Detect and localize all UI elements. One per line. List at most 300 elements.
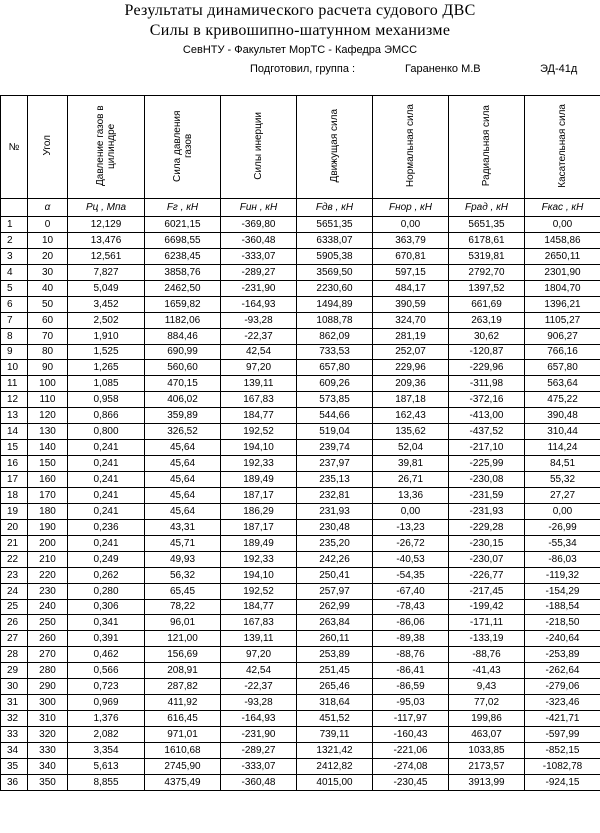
cell-radial-force: -217,10 [449, 440, 525, 456]
cell-driving-force: 232,81 [297, 487, 373, 503]
cell-inertia-force: -93,28 [221, 312, 297, 328]
cell-inertia-force: 194,10 [221, 440, 297, 456]
cell-gas-force: 208,91 [145, 663, 221, 679]
cell-radial-force: 5319,81 [449, 248, 525, 264]
table-row [1, 328, 600, 344]
cell-pressure: 0,241 [68, 440, 145, 456]
cell-gas-force: 406,02 [145, 392, 221, 408]
cell-angle: 190 [28, 519, 68, 535]
cell-row-number: 4 [1, 264, 28, 280]
table-row [1, 742, 600, 758]
cell-angle: 50 [28, 296, 68, 312]
cell-pressure: 8,855 [68, 774, 145, 790]
cell-radial-force: 6178,61 [449, 232, 525, 248]
cell-row-number: 11 [1, 376, 28, 392]
table-row [1, 774, 600, 790]
cell-pressure: 1,525 [68, 344, 145, 360]
cell-pressure: 5,613 [68, 758, 145, 774]
cell-driving-force: 2230,60 [297, 280, 373, 296]
page-title: Результаты динамического расчета судового ДВС [124, 2, 476, 19]
cell-normal-force: 26,71 [373, 472, 449, 488]
cell-inertia-force: 184,77 [221, 599, 297, 615]
cell-pressure: 13,476 [68, 232, 145, 248]
cell-inertia-force: -289,27 [221, 264, 297, 280]
cell-normal-force: 52,04 [373, 440, 449, 456]
cell-tangential-force: -323,46 [525, 695, 600, 711]
cell-driving-force: 235,20 [297, 535, 373, 551]
cell-row-number: 26 [1, 615, 28, 631]
cell-tangential-force: -279,06 [525, 679, 600, 695]
cell-gas-force: 326,52 [145, 424, 221, 440]
cell-row-number: 28 [1, 647, 28, 663]
cell-normal-force: -95,03 [373, 695, 449, 711]
cell-row-number: 16 [1, 456, 28, 472]
cell-gas-force: 287,82 [145, 679, 221, 695]
cell-normal-force: -86,59 [373, 679, 449, 695]
col-header-radial-force: Радиальная сила [449, 96, 525, 199]
cell-angle: 80 [28, 344, 68, 360]
col-header-number: № [1, 96, 28, 199]
cell-radial-force: -120,87 [449, 344, 525, 360]
cell-inertia-force: 187,17 [221, 487, 297, 503]
cell-pressure: 0,306 [68, 599, 145, 615]
cell-tangential-force: -597,99 [525, 727, 600, 743]
cell-driving-force: 2412,82 [297, 758, 373, 774]
cell-row-number: 18 [1, 487, 28, 503]
cell-normal-force: 39,81 [373, 456, 449, 472]
cell-gas-force: 56,32 [145, 567, 221, 583]
cell-inertia-force: 42,54 [221, 663, 297, 679]
cell-radial-force: 1397,52 [449, 280, 525, 296]
cell-tangential-force: 475,22 [525, 392, 600, 408]
cell-gas-force: 3858,76 [145, 264, 221, 280]
cell-pressure: 0,341 [68, 615, 145, 631]
table-row [1, 312, 600, 328]
cell-row-number: 27 [1, 631, 28, 647]
cell-angle: 100 [28, 376, 68, 392]
cell-angle: 110 [28, 392, 68, 408]
table-row [1, 631, 600, 647]
table-row [1, 551, 600, 567]
cell-tangential-force: -154,29 [525, 583, 600, 599]
cell-pressure: 0,391 [68, 631, 145, 647]
cell-pressure: 5,049 [68, 280, 145, 296]
cell-inertia-force: 186,29 [221, 503, 297, 519]
cell-driving-force: 6338,07 [297, 232, 373, 248]
cell-inertia-force: 192,52 [221, 424, 297, 440]
cell-pressure: 3,452 [68, 296, 145, 312]
cell-row-number: 22 [1, 551, 28, 567]
cell-normal-force: -86,41 [373, 663, 449, 679]
cell-gas-force: 359,89 [145, 408, 221, 424]
cell-inertia-force: -333,07 [221, 758, 297, 774]
unit-radial-force: Fрад , кН [449, 199, 525, 217]
unit-inertia: Fин , кН [221, 199, 297, 217]
cell-gas-force: 45,64 [145, 472, 221, 488]
cell-radial-force: -311,98 [449, 376, 525, 392]
cell-angle: 150 [28, 456, 68, 472]
cell-pressure: 0,249 [68, 551, 145, 567]
cell-radial-force: 199,86 [449, 711, 525, 727]
cell-tangential-force: 1458,86 [525, 232, 600, 248]
table-row [1, 424, 600, 440]
cell-inertia-force: 97,20 [221, 647, 297, 663]
col-header-pressure: Давление газов в цилиндре [68, 96, 145, 199]
table-row [1, 472, 600, 488]
cell-inertia-force: -289,27 [221, 742, 297, 758]
cell-radial-force: -230,07 [449, 551, 525, 567]
cell-driving-force: 251,45 [297, 663, 373, 679]
cell-driving-force: 1494,89 [297, 296, 373, 312]
cell-normal-force: -86,06 [373, 615, 449, 631]
cell-row-number: 8 [1, 328, 28, 344]
cell-radial-force: -229,96 [449, 360, 525, 376]
cell-gas-force: 1182,06 [145, 312, 221, 328]
cell-row-number: 9 [1, 344, 28, 360]
cell-row-number: 2 [1, 232, 28, 248]
cell-gas-force: 45,71 [145, 535, 221, 551]
table-row [1, 456, 600, 472]
cell-normal-force: 597,15 [373, 264, 449, 280]
page-subtitle: Силы в кривошипно-шатунном механизме [149, 22, 451, 39]
cell-pressure: 0,241 [68, 487, 145, 503]
cell-inertia-force: -369,80 [221, 217, 297, 233]
cell-tangential-force: -188,54 [525, 599, 600, 615]
cell-gas-force: 121,00 [145, 631, 221, 647]
cell-row-number: 35 [1, 758, 28, 774]
table-row [1, 217, 600, 233]
cell-angle: 120 [28, 408, 68, 424]
cell-tangential-force: -924,15 [525, 774, 600, 790]
cell-tangential-force: -421,71 [525, 711, 600, 727]
group-code: ЭД-41д [540, 63, 578, 75]
cell-tangential-force: -240,64 [525, 631, 600, 647]
cell-radial-force: -41,43 [449, 663, 525, 679]
cell-tangential-force: -852,15 [525, 742, 600, 758]
cell-row-number: 14 [1, 424, 28, 440]
table-row [1, 535, 600, 551]
cell-angle: 330 [28, 742, 68, 758]
cell-radial-force: -231,59 [449, 487, 525, 503]
units-row [1, 199, 600, 217]
cell-pressure: 0,958 [68, 392, 145, 408]
cell-radial-force: 9,43 [449, 679, 525, 695]
cell-driving-force: 262,99 [297, 599, 373, 615]
cell-driving-force: 573,85 [297, 392, 373, 408]
cell-inertia-force: -22,37 [221, 679, 297, 695]
cell-radial-force: -413,00 [449, 408, 525, 424]
table-row [1, 408, 600, 424]
cell-radial-force: -199,42 [449, 599, 525, 615]
cell-angle: 310 [28, 711, 68, 727]
cell-row-number: 31 [1, 695, 28, 711]
cell-angle: 90 [28, 360, 68, 376]
cell-row-number: 5 [1, 280, 28, 296]
cell-gas-force: 6021,15 [145, 217, 221, 233]
cell-radial-force: -231,93 [449, 503, 525, 519]
cell-gas-force: 156,69 [145, 647, 221, 663]
cell-angle: 140 [28, 440, 68, 456]
cell-driving-force: 609,26 [297, 376, 373, 392]
cell-pressure: 0,462 [68, 647, 145, 663]
prepared-label: Подготовил, группа : [250, 63, 356, 75]
table-row [1, 487, 600, 503]
cell-radial-force: 1033,85 [449, 742, 525, 758]
cell-pressure: 0,241 [68, 456, 145, 472]
cell-normal-force: -230,45 [373, 774, 449, 790]
cell-normal-force: 135,62 [373, 424, 449, 440]
cell-inertia-force: 189,49 [221, 472, 297, 488]
cell-tangential-force: -119,32 [525, 567, 600, 583]
cell-gas-force: 560,60 [145, 360, 221, 376]
cell-gas-force: 470,15 [145, 376, 221, 392]
cell-row-number: 24 [1, 583, 28, 599]
cell-tangential-force: 310,44 [525, 424, 600, 440]
cell-row-number: 25 [1, 599, 28, 615]
cell-normal-force: 0,00 [373, 217, 449, 233]
cell-gas-force: 6238,45 [145, 248, 221, 264]
cell-inertia-force: 192,52 [221, 583, 297, 599]
cell-angle: 130 [28, 424, 68, 440]
cell-pressure: 1,265 [68, 360, 145, 376]
cell-radial-force: -372,16 [449, 392, 525, 408]
cell-tangential-force: -26,99 [525, 519, 600, 535]
table-row [1, 392, 600, 408]
cell-normal-force: -54,35 [373, 567, 449, 583]
cell-tangential-force: -55,34 [525, 535, 600, 551]
cell-radial-force: -225,99 [449, 456, 525, 472]
cell-tangential-force: 563,64 [525, 376, 600, 392]
cell-angle: 210 [28, 551, 68, 567]
cell-inertia-force: 192,33 [221, 551, 297, 567]
cell-radial-force: -230,15 [449, 535, 525, 551]
cell-radial-force: -229,28 [449, 519, 525, 535]
cell-tangential-force: 114,24 [525, 440, 600, 456]
cell-normal-force: 162,43 [373, 408, 449, 424]
table-row [1, 727, 600, 743]
cell-pressure: 0,241 [68, 472, 145, 488]
cell-normal-force: -67,40 [373, 583, 449, 599]
cell-inertia-force: -164,93 [221, 296, 297, 312]
table-row [1, 758, 600, 774]
cell-radial-force: 77,02 [449, 695, 525, 711]
cell-driving-force: 250,41 [297, 567, 373, 583]
cell-pressure: 0,800 [68, 424, 145, 440]
cell-radial-force: 463,07 [449, 727, 525, 743]
cell-normal-force: -89,38 [373, 631, 449, 647]
cell-driving-force: 239,74 [297, 440, 373, 456]
cell-normal-force: 484,17 [373, 280, 449, 296]
cell-row-number: 33 [1, 727, 28, 743]
table-row [1, 567, 600, 583]
cell-radial-force: 3913,99 [449, 774, 525, 790]
cell-normal-force: -160,43 [373, 727, 449, 743]
cell-angle: 290 [28, 679, 68, 695]
cell-driving-force: 260,11 [297, 631, 373, 647]
cell-row-number: 23 [1, 567, 28, 583]
cell-radial-force: -171,11 [449, 615, 525, 631]
cell-pressure: 0,969 [68, 695, 145, 711]
cell-angle: 10 [28, 232, 68, 248]
cell-normal-force: -274,08 [373, 758, 449, 774]
cell-normal-force: 229,96 [373, 360, 449, 376]
cell-driving-force: 733,53 [297, 344, 373, 360]
cell-tangential-force: -218,50 [525, 615, 600, 631]
cell-gas-force: 6698,55 [145, 232, 221, 248]
table-row [1, 232, 600, 248]
cell-row-number: 30 [1, 679, 28, 695]
cell-driving-force: 265,46 [297, 679, 373, 695]
header-row [1, 96, 600, 199]
unit-number [1, 199, 28, 217]
cell-row-number: 36 [1, 774, 28, 790]
cell-normal-force: -13,23 [373, 519, 449, 535]
cell-tangential-force: 27,27 [525, 487, 600, 503]
cell-angle: 60 [28, 312, 68, 328]
cell-pressure: 0,723 [68, 679, 145, 695]
cell-inertia-force: 194,10 [221, 567, 297, 583]
cell-gas-force: 43,31 [145, 519, 221, 535]
cell-tangential-force: 0,00 [525, 503, 600, 519]
cell-radial-force: 263,19 [449, 312, 525, 328]
cell-normal-force: 670,81 [373, 248, 449, 264]
cell-tangential-force: 1105,27 [525, 312, 600, 328]
cell-radial-force: -437,52 [449, 424, 525, 440]
cell-angle: 200 [28, 535, 68, 551]
cell-angle: 270 [28, 647, 68, 663]
cell-gas-force: 2462,50 [145, 280, 221, 296]
cell-pressure: 0,241 [68, 503, 145, 519]
cell-inertia-force: 97,20 [221, 360, 297, 376]
cell-normal-force: 281,19 [373, 328, 449, 344]
cell-radial-force: 30,62 [449, 328, 525, 344]
cell-pressure: 0,866 [68, 408, 145, 424]
cell-row-number: 17 [1, 472, 28, 488]
cell-radial-force: -230,08 [449, 472, 525, 488]
cell-pressure: 0,262 [68, 567, 145, 583]
cell-angle: 260 [28, 631, 68, 647]
cell-inertia-force: 139,11 [221, 631, 297, 647]
table-row [1, 663, 600, 679]
table-row [1, 360, 600, 376]
cell-radial-force: 5651,35 [449, 217, 525, 233]
cell-gas-force: 690,99 [145, 344, 221, 360]
cell-driving-force: 230,48 [297, 519, 373, 535]
cell-pressure: 3,354 [68, 742, 145, 758]
cell-inertia-force: 187,17 [221, 519, 297, 535]
cell-gas-force: 96,01 [145, 615, 221, 631]
table-row [1, 599, 600, 615]
cell-inertia-force: 167,83 [221, 392, 297, 408]
cell-gas-force: 45,64 [145, 440, 221, 456]
cell-angle: 170 [28, 487, 68, 503]
table-body [1, 217, 600, 791]
cell-gas-force: 78,22 [145, 599, 221, 615]
cell-tangential-force: -262,64 [525, 663, 600, 679]
cell-row-number: 10 [1, 360, 28, 376]
cell-radial-force: -133,19 [449, 631, 525, 647]
cell-angle: 320 [28, 727, 68, 743]
unit-pressure: Pц , Мпа [68, 199, 145, 217]
cell-radial-force: -226,77 [449, 567, 525, 583]
cell-normal-force: -117,97 [373, 711, 449, 727]
cell-driving-force: 235,13 [297, 472, 373, 488]
cell-tangential-force: 390,48 [525, 408, 600, 424]
cell-normal-force: -78,43 [373, 599, 449, 615]
cell-driving-force: 1321,42 [297, 742, 373, 758]
cell-driving-force: 3569,50 [297, 264, 373, 280]
cell-driving-force: 318,64 [297, 695, 373, 711]
cell-tangential-force: -1082,78 [525, 758, 600, 774]
cell-row-number: 13 [1, 408, 28, 424]
cell-gas-force: 616,45 [145, 711, 221, 727]
cell-pressure: 1,376 [68, 711, 145, 727]
cell-driving-force: 657,80 [297, 360, 373, 376]
cell-driving-force: 1088,78 [297, 312, 373, 328]
cell-gas-force: 65,45 [145, 583, 221, 599]
cell-driving-force: 242,26 [297, 551, 373, 567]
cell-tangential-force: 657,80 [525, 360, 600, 376]
cell-normal-force: 324,70 [373, 312, 449, 328]
cell-driving-force: 257,97 [297, 583, 373, 599]
cell-tangential-force: 1396,21 [525, 296, 600, 312]
cell-inertia-force: -360,48 [221, 774, 297, 790]
cell-angle: 30 [28, 264, 68, 280]
cell-inertia-force: 189,49 [221, 535, 297, 551]
col-header-angle: Угол [28, 96, 68, 199]
cell-inertia-force: -22,37 [221, 328, 297, 344]
cell-gas-force: 1659,82 [145, 296, 221, 312]
table-row [1, 519, 600, 535]
cell-gas-force: 971,01 [145, 727, 221, 743]
col-header-normal-force: Нормальная сила [373, 96, 449, 199]
cell-gas-force: 1610,68 [145, 742, 221, 758]
cell-row-number: 3 [1, 248, 28, 264]
cell-tangential-force: 906,27 [525, 328, 600, 344]
table-row [1, 264, 600, 280]
cell-row-number: 6 [1, 296, 28, 312]
cell-angle: 300 [28, 695, 68, 711]
cell-driving-force: 237,97 [297, 456, 373, 472]
unit-normal-force: Fнор , кН [373, 199, 449, 217]
cell-angle: 70 [28, 328, 68, 344]
table-row [1, 376, 600, 392]
cell-inertia-force: -164,93 [221, 711, 297, 727]
cell-angle: 230 [28, 583, 68, 599]
cell-radial-force: 2792,70 [449, 264, 525, 280]
table-row [1, 248, 600, 264]
cell-row-number: 21 [1, 535, 28, 551]
cell-radial-force: -88,76 [449, 647, 525, 663]
cell-angle: 280 [28, 663, 68, 679]
cell-row-number: 12 [1, 392, 28, 408]
cell-pressure: 2,502 [68, 312, 145, 328]
table-row [1, 647, 600, 663]
cell-row-number: 32 [1, 711, 28, 727]
cell-inertia-force: 192,33 [221, 456, 297, 472]
cell-row-number: 20 [1, 519, 28, 535]
table-row [1, 296, 600, 312]
cell-pressure: 7,827 [68, 264, 145, 280]
cell-inertia-force: 184,77 [221, 408, 297, 424]
cell-driving-force: 519,04 [297, 424, 373, 440]
cell-tangential-force: 2650,11 [525, 248, 600, 264]
cell-driving-force: 253,89 [297, 647, 373, 663]
cell-angle: 350 [28, 774, 68, 790]
cell-driving-force: 544,66 [297, 408, 373, 424]
cell-tangential-force: 2301,90 [525, 264, 600, 280]
cell-gas-force: 45,64 [145, 487, 221, 503]
